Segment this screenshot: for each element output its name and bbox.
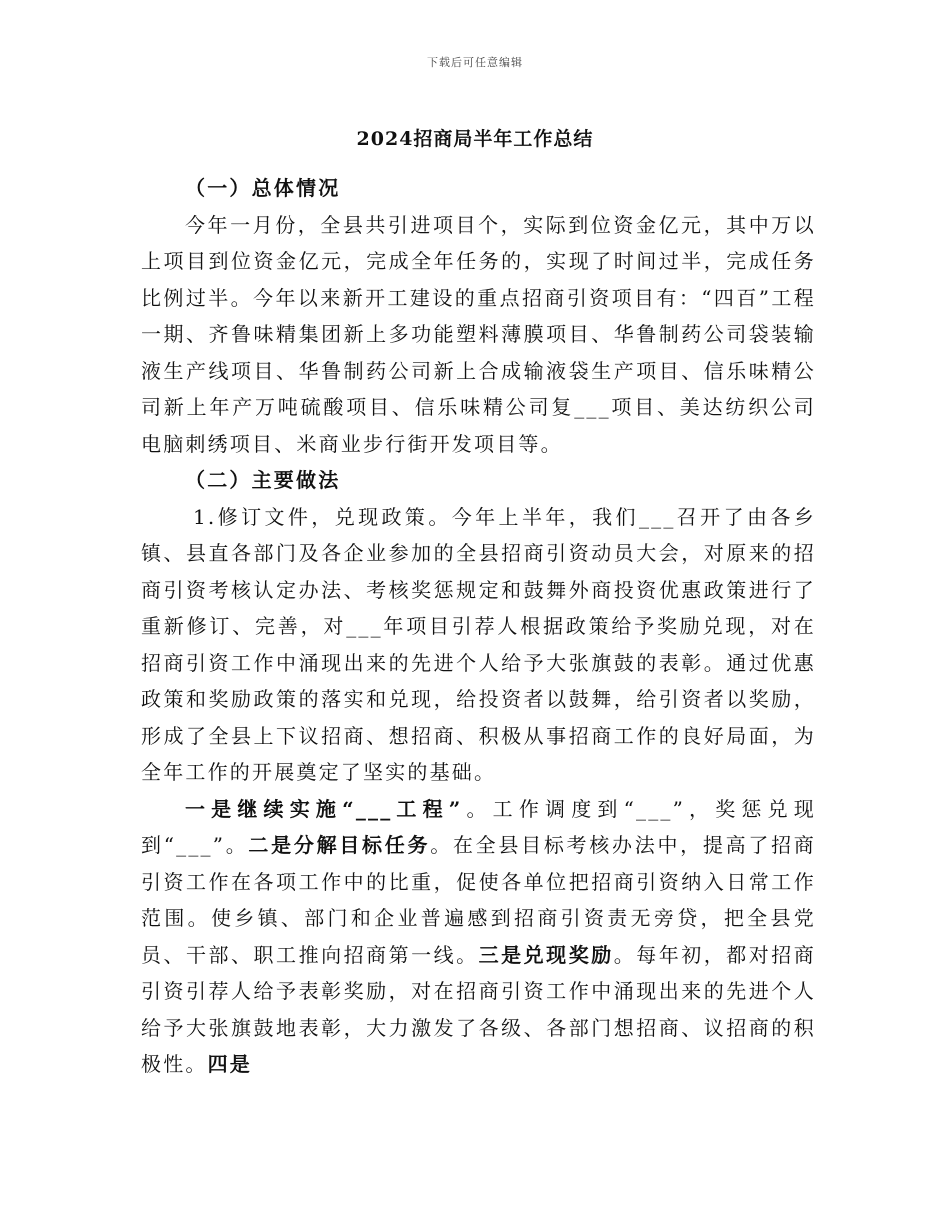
paragraph-measures [141, 791, 816, 1083]
measure-one-bold: 一是继续实施“___工程” [185, 796, 463, 821]
document-title: 2024招商局半年工作总结 [356, 128, 594, 150]
measure-two-text: 。在全县目标考核办法中，提高了招商引资工作在各项工作中的比重，促使各单位把招商引资纳入日常工作范围。使乡镇、部门和企业普遍感到招商引资责无旁贷，把全县党员、干部、职工推向招商第一线。 [141, 833, 816, 967]
document-body [141, 170, 816, 1083]
download-note: 下载后可任意编辑 [427, 56, 523, 69]
paragraph-revise-documents: 1.修订文件，兑现政策。今年上半年，我们___召开了由各乡镇、县直各部门及各企业参加的全县招商引资动员大会，对原来的招商引资考核认定办法、考核奖惩规定和鼓舞外商投资优惠政策进行了重新修订、完善，对___年项目引荐人根据政策给予奖励兑现，对在招商引资工作中涌现出来的先进个人给予大张旗鼓的表彰。通过优惠政策和奖励政策的落实和兑现，给投资者以鼓舞，给引资者以奖励，形成了全县上下议招商、想招商、积极从事招商工作的良好局面，为全年工作的开展奠定了坚实的基础。 [141, 504, 816, 784]
section-heading-methods: （二）主要做法 [185, 468, 341, 492]
measure-three-bold: 三是兑现奖励 [478, 942, 614, 967]
section-heading-overall: （一）总体情况 [185, 176, 341, 200]
measure-one-text: 。工作调度到“___”，奖惩兑现到“___”。 [141, 796, 816, 857]
measure-three-text: 。每年初，都对招商引资引荐人给予表彰奖励，对在招商引资工作中涌现出来的先进个人给予大张旗鼓地表彰，大力激发了各级、各部门想招商、议招商的积极性。 [141, 942, 816, 1076]
paragraph-overall: 今年一月份，全县共引进项目个，实际到位资金亿元，其中万以上项目到位资金亿元，完成全年任务的，实现了时间过半，完成任务比例过半。今年以来新开工建设的重点招商引资项目有：“四百”工程一期、齐鲁味精集团新上多功能塑料薄膜项目、华鲁制药公司袋装输液生产线项目、华鲁制药公司新上合成输液袋生产项目、信乐味精公司新上年产万吨硫酸项目、信乐味精公司复___项目、美达纺织公司电脑刺绣项目、米商业步行街开发项目等。 [141, 212, 816, 456]
measure-two-bold: 二是分解目标任务 [248, 833, 431, 857]
measure-four-bold: 四是 [207, 1052, 253, 1076]
